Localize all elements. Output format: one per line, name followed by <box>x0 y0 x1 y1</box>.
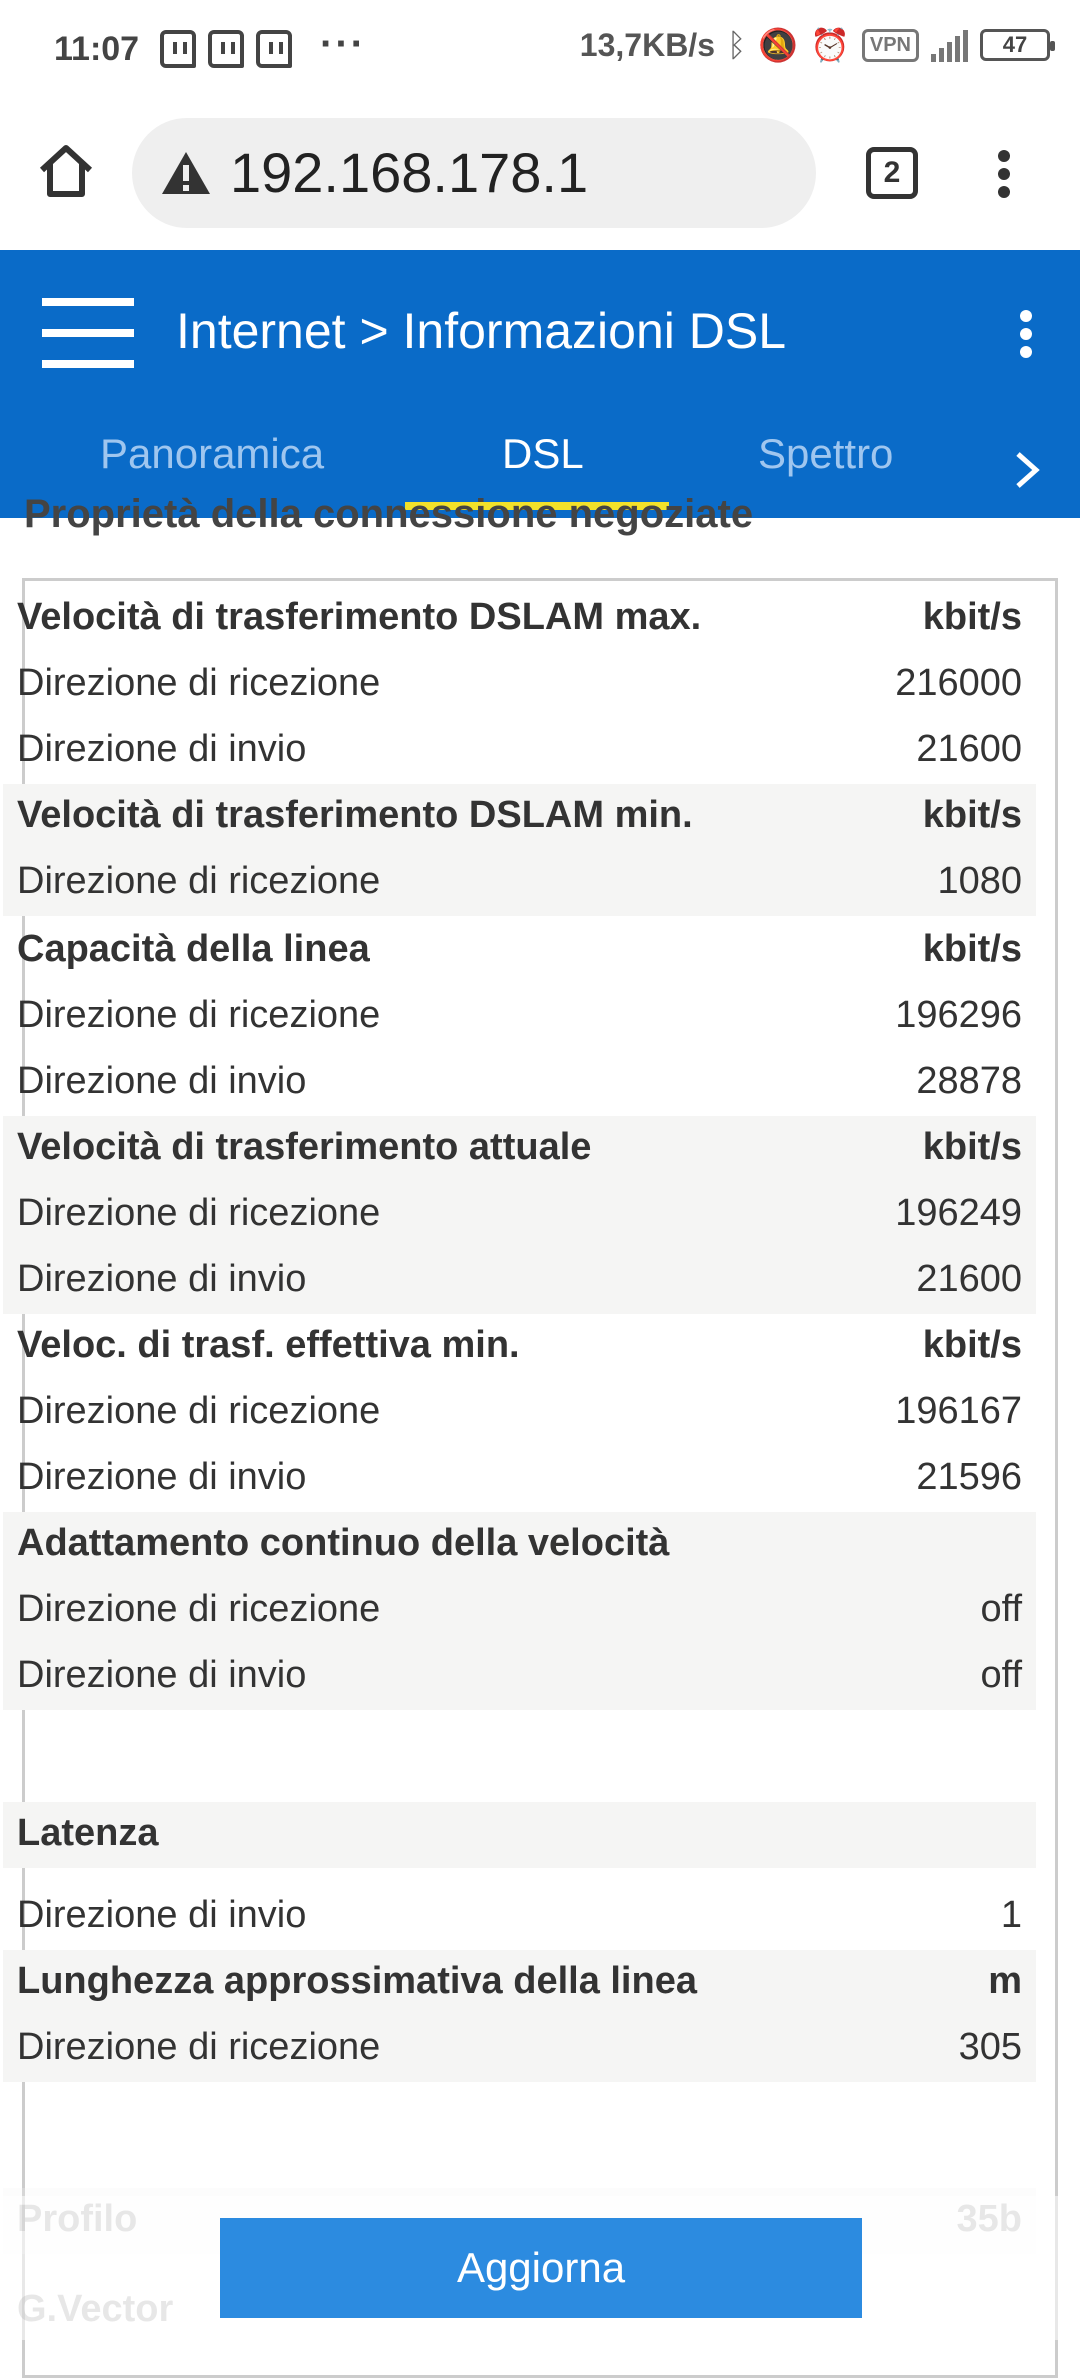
table-row: Direzione di ricezione 305 <box>3 2016 1036 2082</box>
main-content <box>0 492 1080 2340</box>
table-row: Direzione di ricezione 1080 <box>3 850 1036 916</box>
app-header <box>0 250 1080 518</box>
tab-spettro[interactable]: Spettro <box>758 430 894 477</box>
breadcrumb: Internet > Informazioni DSL <box>176 303 787 359</box>
twitch-icon <box>208 30 244 68</box>
home-icon <box>36 140 96 200</box>
chevron-right-icon[interactable] <box>1012 450 1042 490</box>
browser-menu-button[interactable] <box>996 150 1012 202</box>
table-row: Lunghezza approssimativa della linea m <box>3 1950 1036 2016</box>
table-row: Direzione di invio 21600 <box>3 1248 1036 1314</box>
clock: 11:07 <box>54 30 140 68</box>
table-row: Direzione di ricezione 196249 <box>3 1182 1036 1248</box>
not-secure-warning-icon <box>160 150 212 196</box>
alarm-icon: ⏰ <box>810 27 850 63</box>
tab-panoramica[interactable]: Panoramica <box>100 430 325 477</box>
notification-icons <box>160 30 292 68</box>
table-row: Direzione di invio 28878 <box>17 1060 1022 1102</box>
table-row: Direzione di invio off <box>3 1644 1036 1710</box>
mute-icon: 🔕 <box>758 27 799 63</box>
battery-icon: 47 <box>980 29 1050 61</box>
table-row: Direzione di ricezione off <box>3 1578 1036 1644</box>
table-row: Direzione di invio 21600 <box>17 728 1022 770</box>
signal-icon <box>931 28 968 62</box>
table-row: Adattamento continuo della velocità <box>3 1512 1036 1578</box>
address-bar[interactable] <box>132 118 816 228</box>
table-row: Velocità di trasferimento DSLAM max. kbit/s <box>17 596 1022 638</box>
net-speed: 13,7KB/s <box>579 26 715 63</box>
tab-switcher-button[interactable]: 2 <box>866 147 918 199</box>
system-icons <box>580 26 1050 64</box>
vpn-icon: VPN <box>862 29 919 62</box>
table-row: Velocità di trasferimento attuale kbit/s <box>3 1116 1036 1182</box>
table-row: Velocità di trasferimento DSLAM min. kbit/s <box>3 784 1036 850</box>
table-row: Capacità della linea kbit/s <box>17 928 1022 970</box>
table-row: Direzione di invio 21596 <box>17 1456 1022 1498</box>
table-row: Direzione di ricezione 216000 <box>17 662 1022 704</box>
url-text[interactable]: 192.168.178.1 <box>230 141 589 204</box>
tab-dsl[interactable]: DSL <box>502 430 584 477</box>
table-row: Direzione di ricezione 196167 <box>17 1390 1022 1432</box>
browser-toolbar <box>0 100 1080 250</box>
update-button[interactable]: Aggiorna <box>220 2218 862 2318</box>
more-notifications-icon: ··· <box>320 22 366 66</box>
twitch-icon <box>256 30 292 68</box>
table-row: Direzione di invio 1 <box>17 1894 1022 1936</box>
table-row: Veloc. di trasf. effettiva min. kbit/s <box>17 1324 1022 1366</box>
section-title: Proprietà della connessione negoziate <box>24 492 754 536</box>
twitch-icon <box>160 30 196 68</box>
table-row: Latenza <box>3 1802 1036 1868</box>
home-button[interactable] <box>36 140 96 200</box>
table-row: Direzione di ricezione 196296 <box>17 994 1022 1036</box>
status-bar <box>0 0 1080 100</box>
bluetooth-icon: ᛒ <box>726 26 747 63</box>
hamburger-menu-icon[interactable] <box>42 298 134 368</box>
page-menu-button[interactable] <box>1018 310 1034 364</box>
